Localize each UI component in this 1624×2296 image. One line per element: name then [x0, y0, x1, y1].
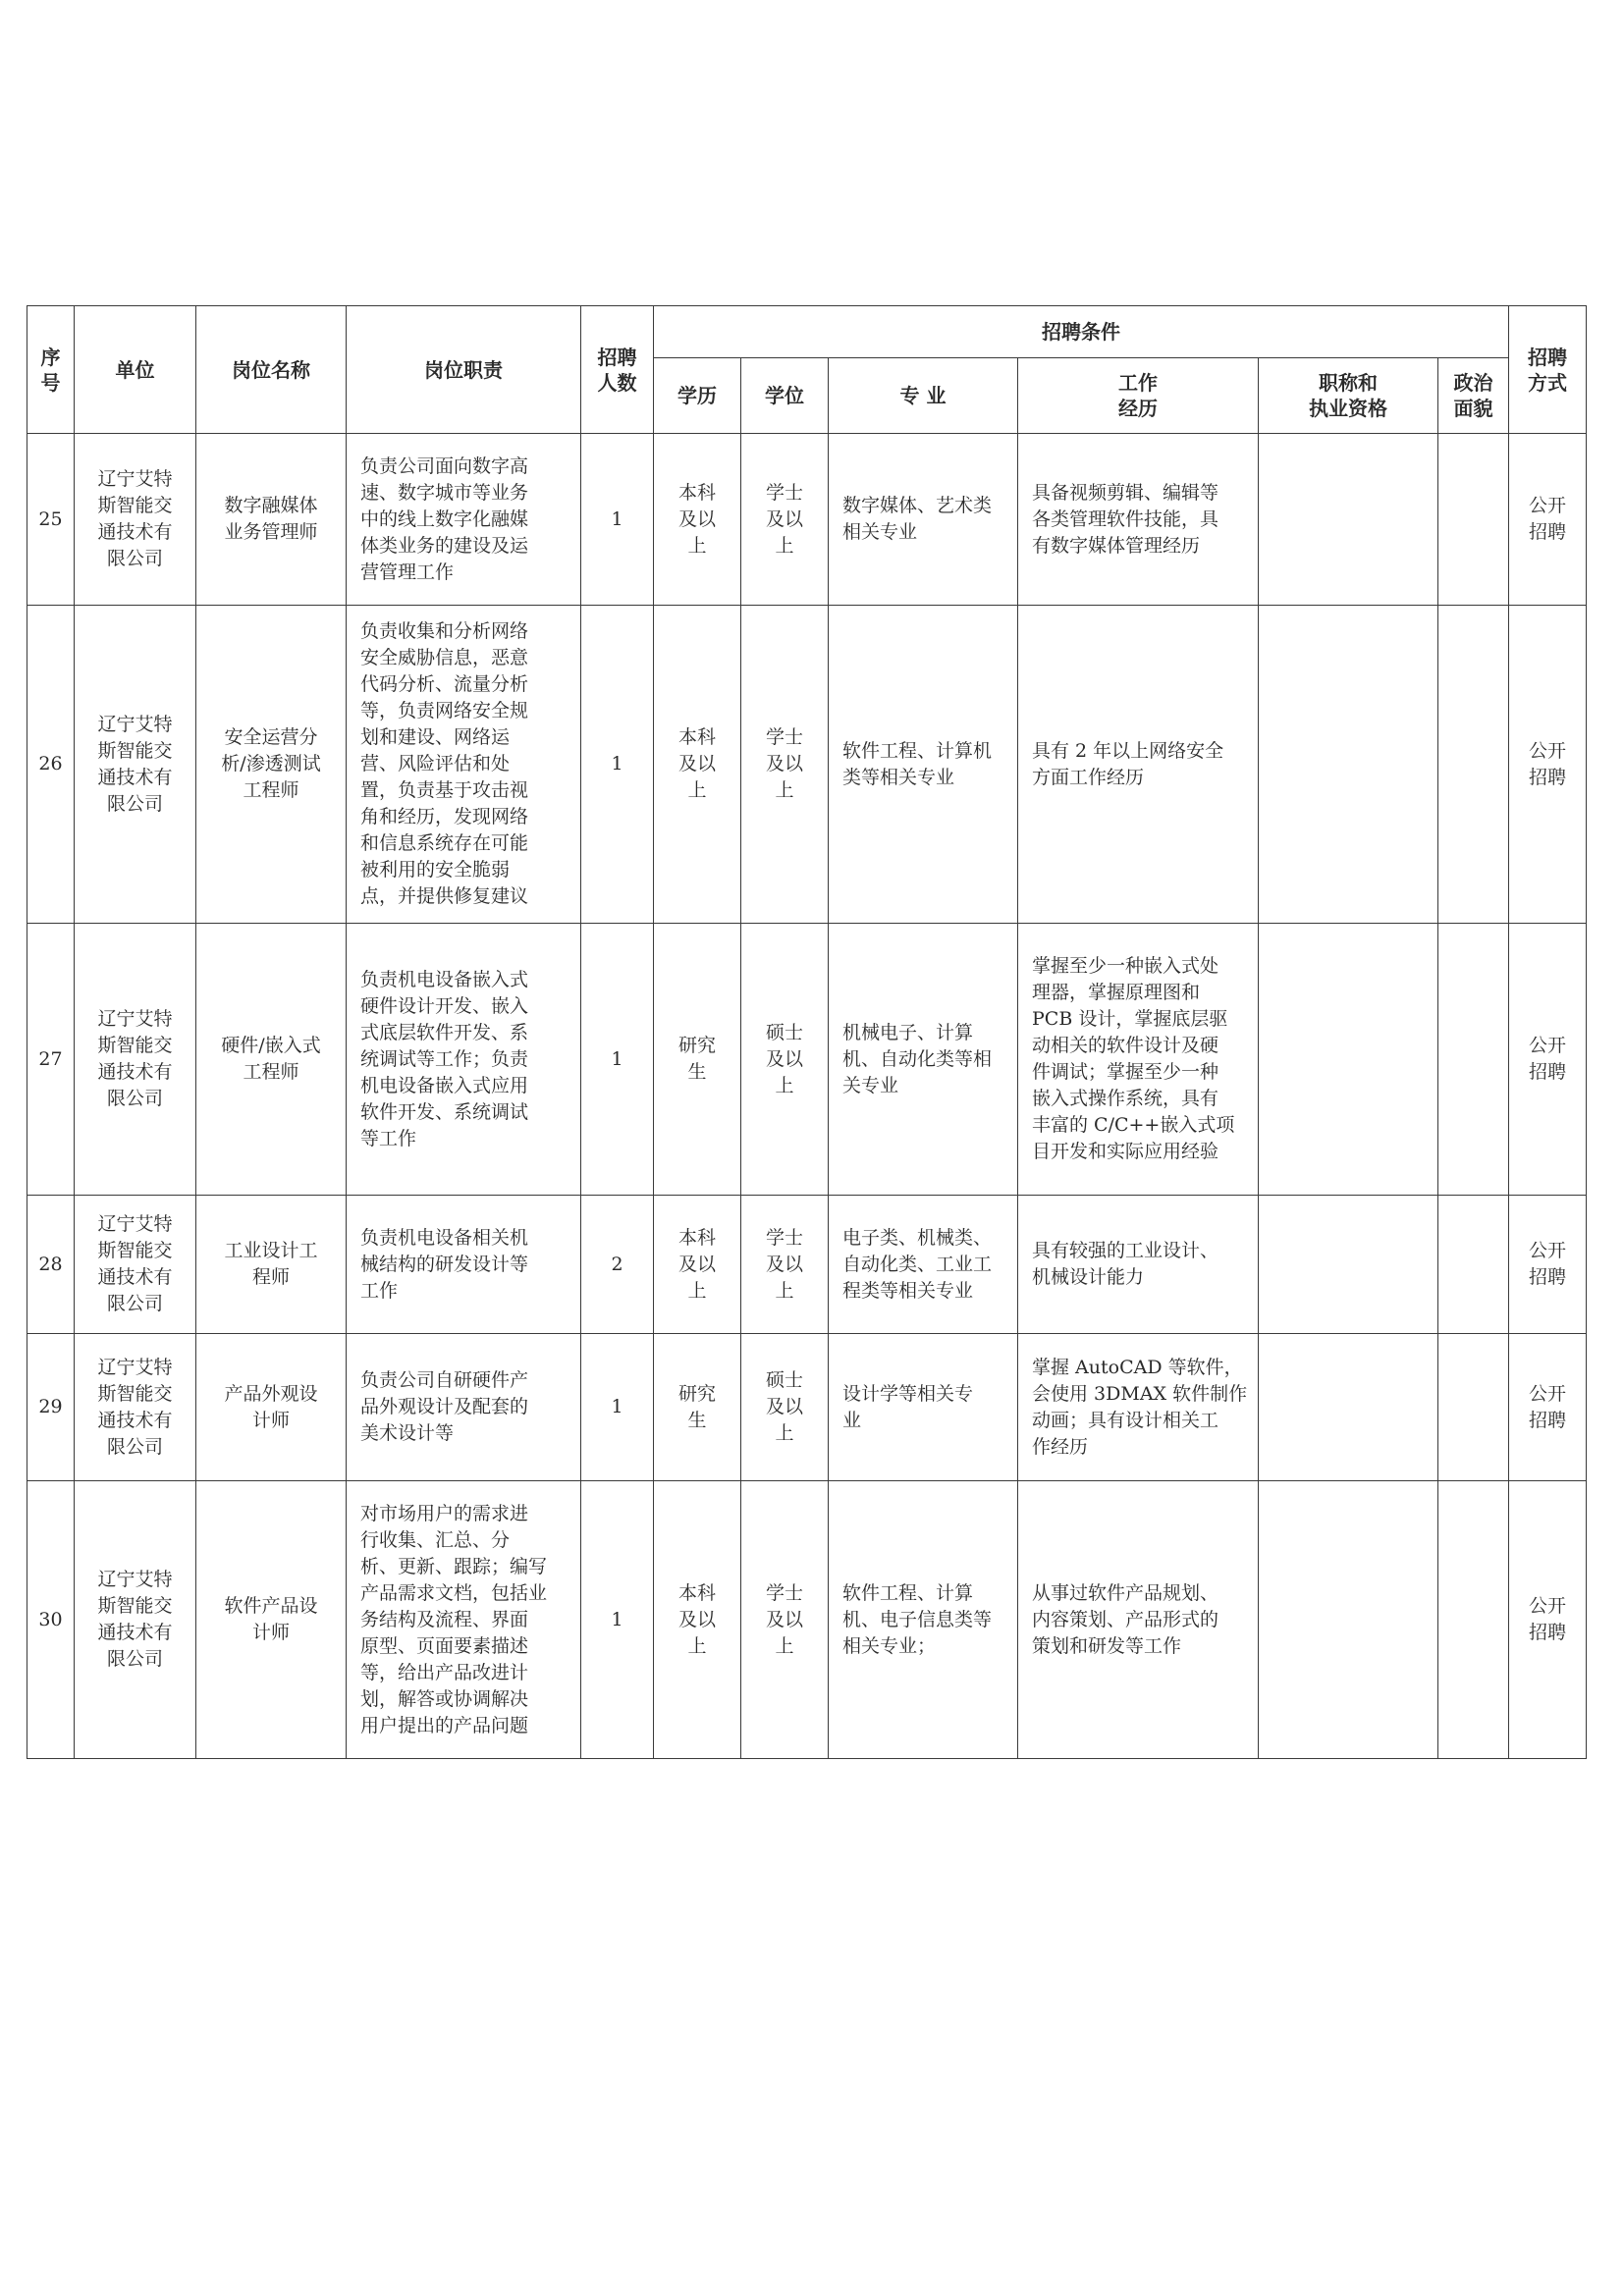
cell-major: 数字媒体、艺术类 相关专业: [829, 434, 1018, 606]
cell-experience: 从事过软件产品规划、 内容策划、产品形式的 策划和研发等工作: [1018, 1481, 1259, 1759]
cell-duty: 负责机电设备相关机 械结构的研发设计等 工作: [347, 1196, 581, 1334]
cell-no: 28: [27, 1196, 75, 1334]
cell-position: 产品外观设 计师: [196, 1334, 347, 1481]
cell-method: 公开 招聘: [1509, 924, 1587, 1196]
cell-education: 本科 及以 上: [654, 434, 741, 606]
cell-experience: 具有较强的工业设计、 机械设计能力: [1018, 1196, 1259, 1334]
cell-method: 公开 招聘: [1509, 1481, 1587, 1759]
table-row: [27, 434, 1587, 606]
cell-count: 1: [581, 924, 654, 1196]
cell-major: 设计学等相关专 业: [829, 1334, 1018, 1481]
cell-method: 公开 招聘: [1509, 1196, 1587, 1334]
cell-method: 公开 招聘: [1509, 1334, 1587, 1481]
cell-no: 29: [27, 1334, 75, 1481]
cell-unit: 辽宁艾特 斯智能交 通技术有 限公司: [75, 434, 196, 606]
cell-no: 27: [27, 924, 75, 1196]
cell-political: [1438, 924, 1509, 1196]
cell-unit: 辽宁艾特 斯智能交 通技术有 限公司: [75, 1196, 196, 1334]
cell-political: [1438, 1481, 1509, 1759]
header-political: 政治 面貌: [1438, 358, 1509, 434]
header-method: 招聘 方式: [1509, 306, 1587, 434]
cell-education: 研究 生: [654, 924, 741, 1196]
header-duty: 岗位职责: [347, 306, 581, 434]
table-row: [27, 924, 1587, 1196]
cell-title: [1259, 924, 1438, 1196]
recruitment-table: [27, 305, 1587, 1759]
cell-degree: 学士 及以 上: [741, 1196, 829, 1334]
table-row: [27, 1481, 1587, 1759]
cell-education: 本科 及以 上: [654, 1481, 741, 1759]
cell-title: [1259, 606, 1438, 924]
cell-major: 软件工程、计算机 类等相关专业: [829, 606, 1018, 924]
cell-duty: 负责机电设备嵌入式 硬件设计开发、嵌入 式底层软件开发、系 统调试等工作；负责 机电设备嵌入式应用 软件开发、系统调试 等工作: [347, 924, 581, 1196]
cell-degree: 学士 及以 上: [741, 434, 829, 606]
cell-political: [1438, 1196, 1509, 1334]
cell-count: 1: [581, 606, 654, 924]
cell-major: 机械电子、计算 机、自动化类等相 关专业: [829, 924, 1018, 1196]
cell-unit: 辽宁艾特 斯智能交 通技术有 限公司: [75, 1481, 196, 1759]
cell-experience: 具备视频剪辑、编辑等 各类管理软件技能，具 有数字媒体管理经历: [1018, 434, 1259, 606]
cell-degree: 学士 及以 上: [741, 1481, 829, 1759]
cell-duty: 对市场用户的需求进 行收集、汇总、分 析、更新、跟踪；编写 产品需求文档，包括业 务结构及流程、界面 原型、页面要素描述 等，给出产品改进计 划，解答或协调解决 用户提出的产品问题: [347, 1481, 581, 1759]
cell-political: [1438, 606, 1509, 924]
header-position: 岗位名称: [196, 306, 347, 434]
cell-no: 26: [27, 606, 75, 924]
table-row: [27, 1196, 1587, 1334]
cell-position: 数字融媒体 业务管理师: [196, 434, 347, 606]
cell-experience: 掌握至少一种嵌入式处 理器，掌握原理图和 PCB 设计，掌握底层驱 动相关的软件设计及硬 件调试；掌握至少一种 嵌入式操作系统，具有 丰富的 C/C++嵌入式项 目开发和实际应用经验: [1018, 924, 1259, 1196]
cell-count: 1: [581, 1481, 654, 1759]
cell-education: 本科 及以 上: [654, 1196, 741, 1334]
cell-title: [1259, 1196, 1438, 1334]
cell-method: 公开 招聘: [1509, 434, 1587, 606]
cell-no: 25: [27, 434, 75, 606]
header-education: 学历: [654, 358, 741, 434]
cell-political: [1438, 1334, 1509, 1481]
cell-major: 电子类、机械类、 自动化类、工业工 程类等相关专业: [829, 1196, 1018, 1334]
cell-duty: 负责收集和分析网络 安全威胁信息，恶意 代码分析、流量分析 等，负责网络安全规 划和建设、网络运 营、风险评估和处 置，负责基于攻击视 角和经历，发现网络 和信息系统存在可能 被利用的安全脆弱 点，并提供修复建议: [347, 606, 581, 924]
cell-degree: 学士 及以 上: [741, 606, 829, 924]
cell-duty: 负责公司自研硬件产 品外观设计及配套的 美术设计等: [347, 1334, 581, 1481]
cell-education: 研究 生: [654, 1334, 741, 1481]
header-count: 招聘 人数: [581, 306, 654, 434]
header-no: 序 号: [27, 306, 75, 434]
table-row: [27, 1334, 1587, 1481]
cell-duty: 负责公司面向数字高 速、数字城市等业务 中的线上数字化融媒 体类业务的建设及运 营管理工作: [347, 434, 581, 606]
cell-count: 2: [581, 1196, 654, 1334]
cell-degree: 硕士 及以 上: [741, 1334, 829, 1481]
header-degree: 学位: [741, 358, 829, 434]
cell-political: [1438, 434, 1509, 606]
table-row: [27, 606, 1587, 924]
cell-experience: 具有 2 年以上网络安全 方面工作经历: [1018, 606, 1259, 924]
cell-position: 安全运营分 析/渗透测试 工程师: [196, 606, 347, 924]
cell-title: [1259, 434, 1438, 606]
header-unit: 单位: [75, 306, 196, 434]
cell-unit: 辽宁艾特 斯智能交 通技术有 限公司: [75, 924, 196, 1196]
cell-method: 公开 招聘: [1509, 606, 1587, 924]
cell-experience: 掌握 AutoCAD 等软件， 会使用 3DMAX 软件制作 动画；具有设计相关工 作经历: [1018, 1334, 1259, 1481]
header-major: 专 业: [829, 358, 1018, 434]
cell-title: [1259, 1481, 1438, 1759]
cell-count: 1: [581, 434, 654, 606]
cell-position: 软件产品设 计师: [196, 1481, 347, 1759]
cell-education: 本科 及以 上: [654, 606, 741, 924]
cell-unit: 辽宁艾特 斯智能交 通技术有 限公司: [75, 1334, 196, 1481]
cell-major: 软件工程、计算 机、电子信息类等 相关专业；: [829, 1481, 1018, 1759]
header-experience: 工作 经历: [1018, 358, 1259, 434]
cell-position: 硬件/嵌入式 工程师: [196, 924, 347, 1196]
header-title: 职称和 执业资格: [1259, 358, 1438, 434]
cell-unit: 辽宁艾特 斯智能交 通技术有 限公司: [75, 606, 196, 924]
header-conditions: 招聘条件: [654, 306, 1509, 358]
cell-position: 工业设计工 程师: [196, 1196, 347, 1334]
cell-count: 1: [581, 1334, 654, 1481]
cell-title: [1259, 1334, 1438, 1481]
cell-degree: 硕士 及以 上: [741, 924, 829, 1196]
cell-no: 30: [27, 1481, 75, 1759]
